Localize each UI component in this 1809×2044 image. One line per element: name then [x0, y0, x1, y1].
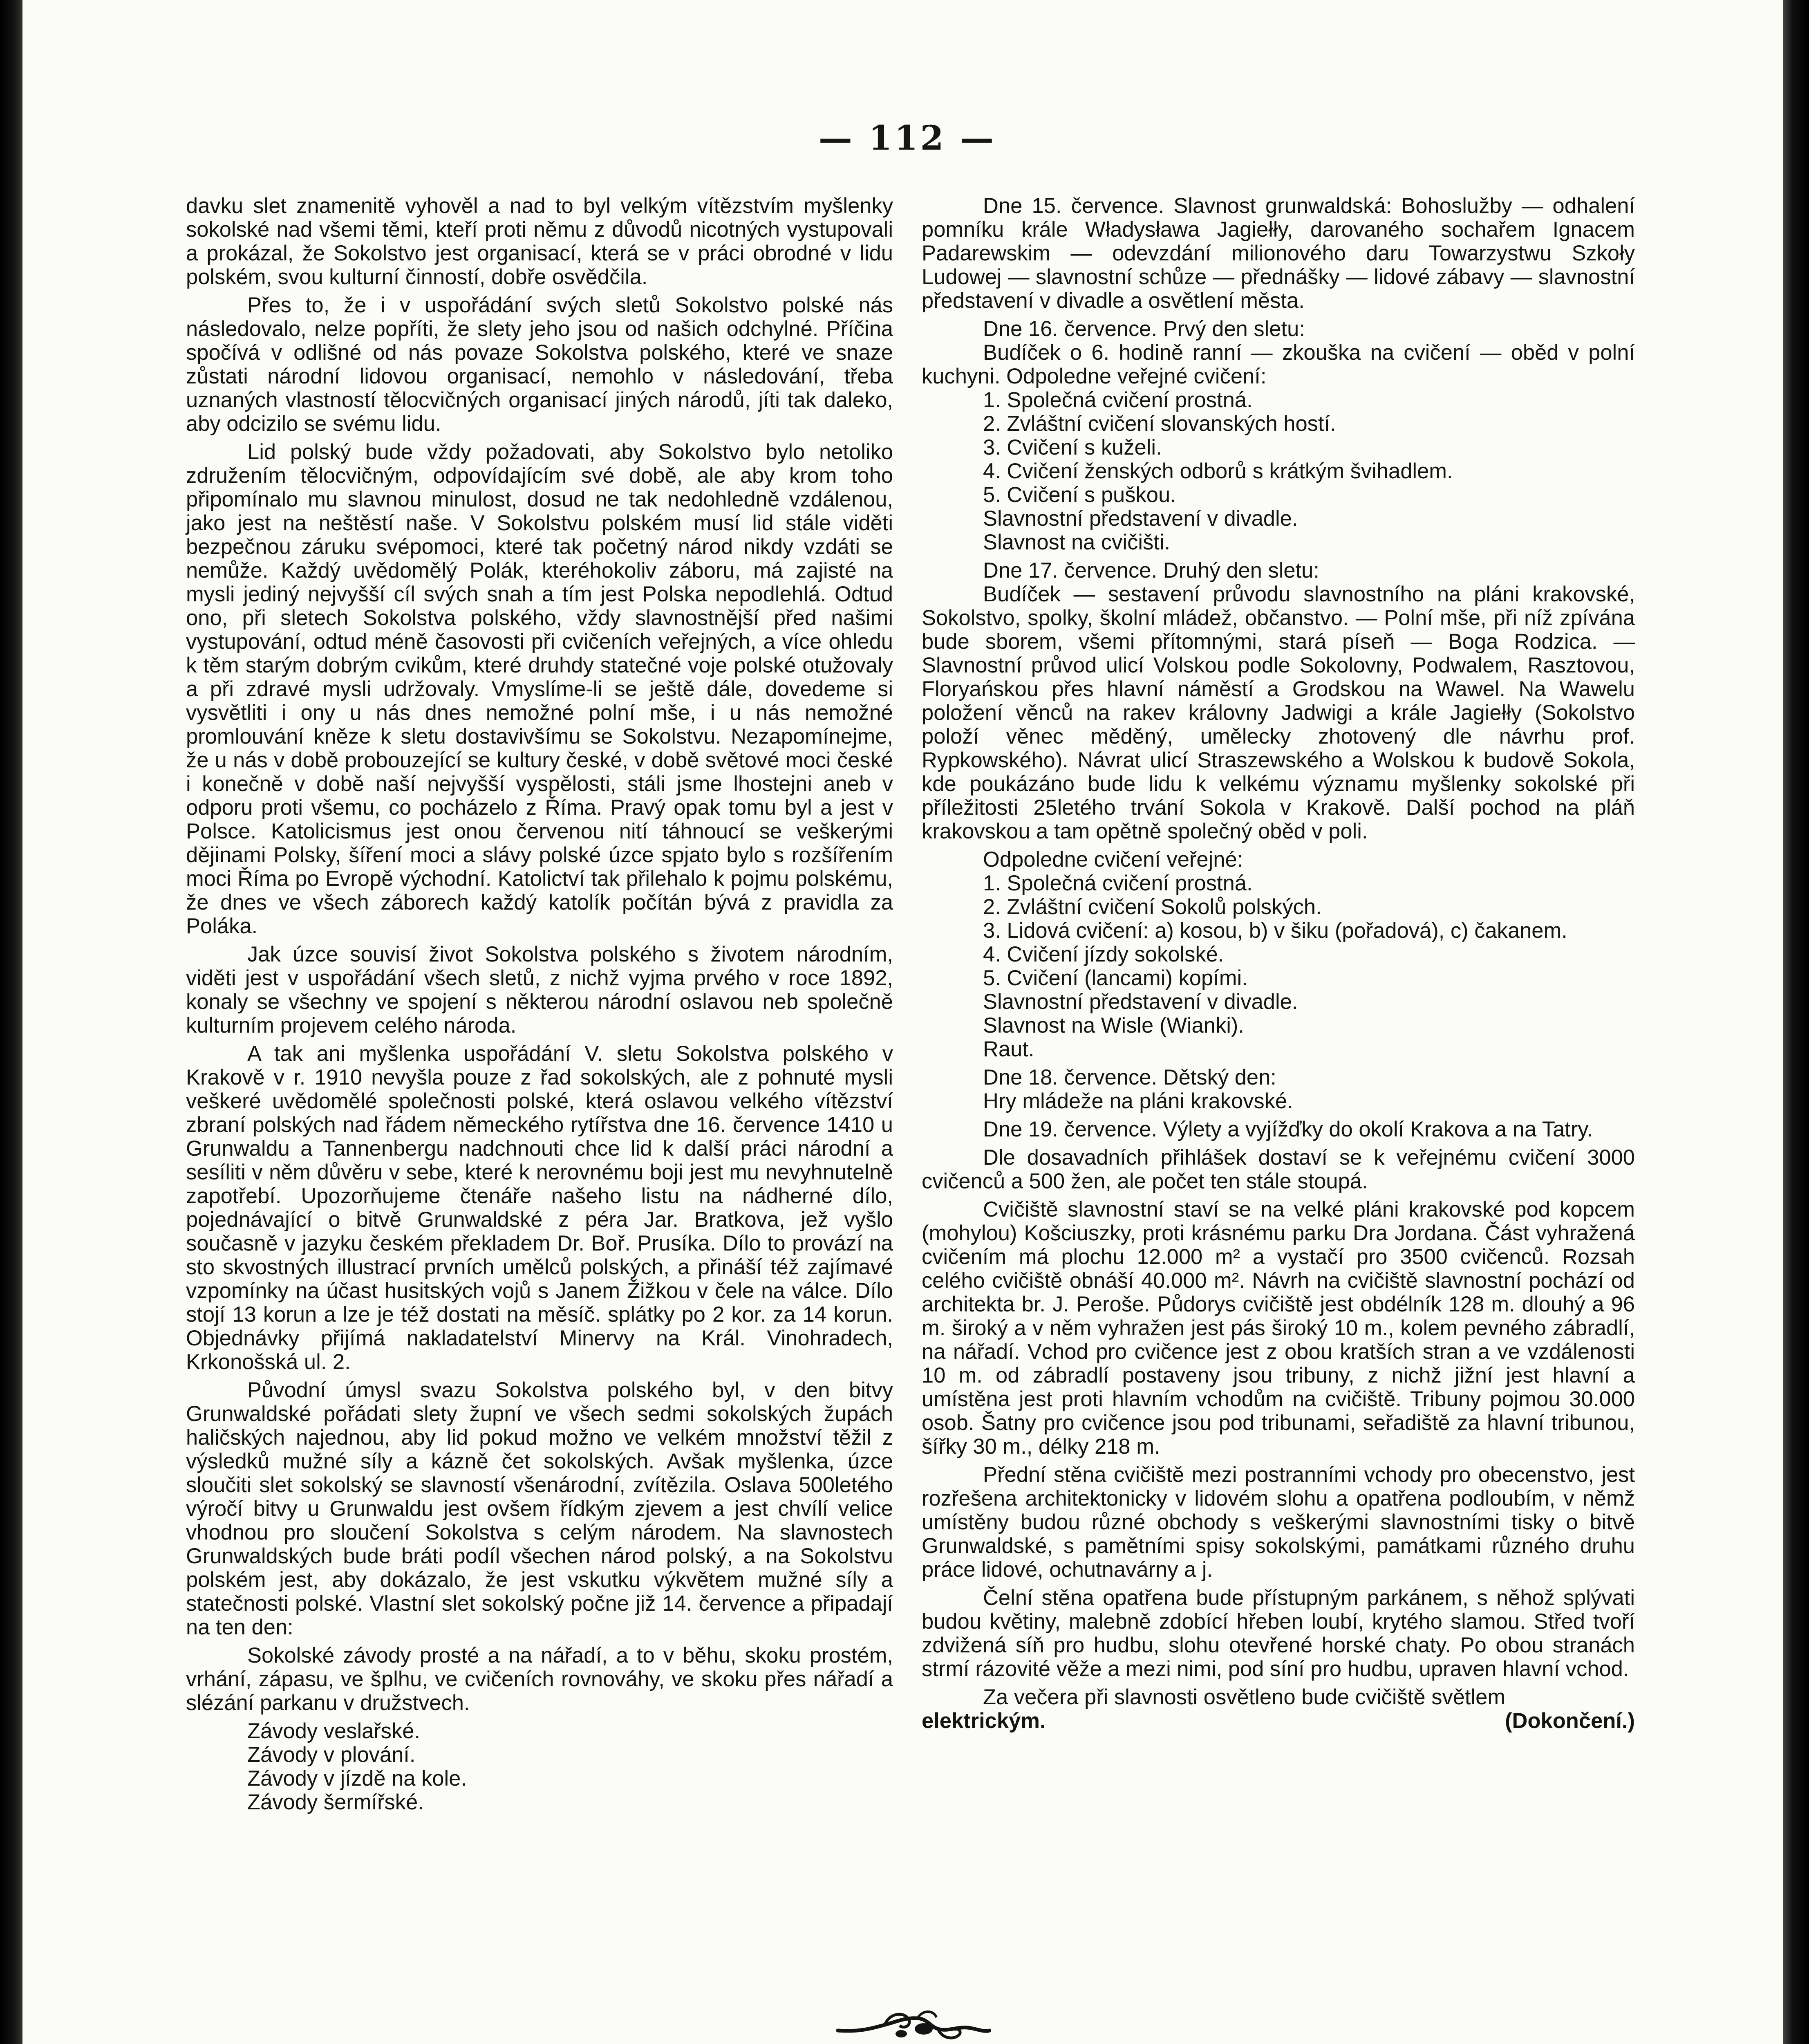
- list-item: Raut.: [983, 1037, 1034, 1061]
- program-list: [922, 872, 1635, 1061]
- scan-border-left: [0, 0, 22, 2044]
- list-item: 1. Společná cvičení prostná.: [983, 871, 1253, 895]
- paragraph: Dle dosavadních přihlášek dostaví se k veřejnému cvičení 3000 cvičenců a 500 žen, ale počet ten stále stoupá.: [922, 1145, 1635, 1193]
- day-heading: Dne 16. července. Prvý den sletu:: [983, 317, 1305, 341]
- list-item: Závody v plování.: [247, 1743, 416, 1767]
- signoff-line: [922, 1709, 1635, 1733]
- program-list: [922, 388, 1635, 554]
- list-item: 2. Zvláštní cvičení slovanských hostí.: [983, 412, 1336, 436]
- scan-border-right: [1783, 0, 1809, 2044]
- list-item: 4. Cvičení jízdy sokolské.: [983, 942, 1224, 966]
- list-item: Slavnost na cvičišti.: [983, 530, 1171, 554]
- list-item: Slavnostní představení v divadle.: [983, 990, 1298, 1014]
- list-item: Závody veslařské.: [247, 1719, 421, 1743]
- continued-note: (Dokončení.): [1505, 1709, 1635, 1733]
- closing-word: elektrickým.: [922, 1709, 1046, 1733]
- paragraph: Čelní stěna opatřena bude přístupným parkánem, s něhož splývati budou květiny, malebně zdobící hřeben loubí, krytého slamou. Střed tvoří zdvižená síň pro hudbu, slohu otevřené horské chaty. Po obou stranách strmí rázovité věže a mezi nimi, pod síní pro hudbu, upraven hlavní vchod.: [922, 1586, 1635, 1681]
- subheading: Odpoledne cvičení veřejné:: [983, 847, 1243, 872]
- paragraph: A tak ani myšlenka uspořádání V. sletu Sokolstva polského v Krakově v r. 1910 nevyšla pouze z řad sokolských, ale z pohnuté mysli veškeré uvědomělé společnosti polské, která oslavou velkého vítězství zbraní polských nad řádem německého rytířstva dne 16. července 1410 u Grunwaldu a Tannenbergu nadchnouti chce lid k další práci národní a sesíliti v něm důvěru v sebe, které k nerovnému boji jest mu nevyhnutelně zapotřebí. Upozorňujeme čtenáře našeho listu na nádherné dílo, pojednávající o bitvě Grunwaldské z péra Jar. Bratkova, jež vyšlo současně v jazyku českém překladem Dr. Boř. Prusíka. Dílo to provází na sto skvostných illustrací prvních umělců polských, a přináší též zajímavé vzpomínky na účast husitských vojů s Janem Žižkou v čele na válce. Dílo stojí 13 korun a lze je též dostati na měsíč. splátky po 2 kor. za 14 korun. Objednávky přijímá nakladatelství Minervy na Král. Vinohradech, Krkonošská ul. 2.: [186, 1042, 893, 1374]
- paragraph: davku slet znamenitě vyhověl a nad to byl velkým vítězstvím myšlenky sokolské nad všemi těmi, kteří proti němu z důvodů nicotných vystupovali a prokázal, že Sokolstvo jest organisací, která se v práci obrodné v lidu polském, svou kulturní činností, dobře osvědčila.: [186, 194, 893, 289]
- paragraph: Sokolské závody prosté a na nářadí, a to v běhu, skoku prostém, vrhání, zápasu, ve šplhu, ve cvičeních rovnováhy, ve skoku přes nářadí a slézání parkanu v družstvech.: [186, 1643, 893, 1715]
- races-list: [186, 1719, 893, 1814]
- paragraph: Budíček — sestavení průvodu slavnostního na pláni krakovské, Sokolstvo, spolky, školní mládež, občanstvo. — Polní mše, při níž zpívána bude sborem, všemi přítomnými, stará píseň — Boga Rodzica. — Slavnostní průvod ulicí Volskou podle Sokolovny, Podwalem, Rasztovou, Floryańskou přes hlavní náměstí a Grodskou na Wawel. Na Wawelu položení věnců na rakev královny Jadwigi a krále Jagiełły (Sokolstvo položí věnec měděný, umělecky zhotovený dle návrhu prof. Rypkowského). Návrat ulicí Straszewského a Wolskou k budově Sokola, kde poukázáno bude lidu k velkému významu myšlenky sokolské při příležitosti 25letého trvání Sokola v Krakově. Další pochod na pláň krakovskou a tam opětně společný oběd v poli.: [922, 582, 1635, 843]
- list-item: 5. Cvičení s puškou.: [983, 483, 1176, 507]
- paragraph: Jak úzce souvisí život Sokolstva polského s životem národním, viděti jest v uspořádání všech sletů, z nichž vyjma prvého v roce 1892, konaly se všechny ve spojení s některou národní oslavou neb společně kulturním projevem celého národa.: [186, 942, 893, 1038]
- list-item: 2. Zvláštní cvičení Sokolů polských.: [983, 895, 1322, 919]
- list-item: Slavnost na Wisle (Wianki).: [983, 1013, 1244, 1038]
- list-item: Slavnostní představení v divadle.: [983, 507, 1298, 531]
- paragraph: Dne 19. července. Výlety a vyjížďky do okolí Krakova a na Tatry.: [983, 1117, 1593, 1141]
- list-item: 5. Cvičení (lancami) kopími.: [983, 966, 1248, 990]
- paragraph: Přední stěna cvičiště mezi postranními vchody pro obecenstvo, jest rozřešena architektonicky v lidovém slohu a opatřena podloubím, v němž umístěny budou různé obchody s veškerými slavnostními tisky o bitvě Grunwaldské, s pamětními spisy sokolskými, památkami různého druhu práce lidové, ochutnavárny a j.: [922, 1463, 1635, 1582]
- flourish-ornament-icon: [836, 2005, 991, 2044]
- list-item: 3. Cvičení s kuželi.: [983, 435, 1162, 459]
- paragraph: Hry mládeže na pláni krakovské.: [983, 1089, 1293, 1113]
- list-item: Závody v jízdě na kole.: [247, 1766, 467, 1791]
- day-heading: Dne 17. července. Druhý den sletu:: [983, 558, 1319, 583]
- left-column: [186, 194, 893, 1819]
- paragraph: Budíček o 6. hodině ranní — zkouška na cvičení — oběd v polní kuchyni. Odpoledne veřejné cvičení:: [922, 341, 1635, 388]
- paragraph: Původní úmysl svazu Sokolstva polského byl, v den bitvy Grunwaldské pořádati slety župní ve všech sedmi sokolských župách haličských najednou, aby lid pokud možno ve velkém množství těžil z výsledků mužné síly a kázně čet sokolských. Avšak myšlenka, úzce sloučiti slet sokolský se slavností všenárodní, zvítězila. Oslava 500letého výročí bitvy u Grunwaldu jest ovšem řídkým zjevem a jest chvílí velice vhodnou pro sloučení Sokolstva s celým národem. Na slavnostech Grunwaldských bude bráti podíl všechen národ polský, a na Sokolstvu polském jest, aby dokázalo, že jest vskutku výkvětem mužné síly a statečnosti polské. Vlastní slet sokolský počne již 14. července a připadají na ten den:: [186, 1378, 893, 1639]
- paragraph: Lid polský bude vždy požadovati, aby Sokolstvo bylo netoliko združením tělocvičným, odpovídajícím své době, ale aby krom toho připomínalo mu slavnou minulost, dosud ne tak nedohledně vzdálenou, jako jest na neštěstí naše. V Sokolstvu polském musí lid stále viděti bezpečnou záruku svépomoci, které tak početný národ nikdy vzdáti se nemůže. Každý uvědomělý Polák, kteréhokoliv záboru, má zajisté na mysli jediný nejvyšší cíl svých snah a tím jest Polska nepodlehlá. Odtud ono, při sletech Sokolstva polského, vždy slavnostnější před našimi vystupování, odtud méně časovosti při cvičeních veřejných, a více ohledu k těm starým dobrým cvikům, které druhdy statečné voje polské otužovaly a při zdravé mysli udržovaly. Vmyslíme-li se ještě dále, dovedeme si vysvětliti i ony u nás dnes nemožné polní mše, i u nás nemožné promlouvání kněze k sletu dostavivšímu se Sokolstvu. Nezapomínejme, že u nás v době probouzející se kultury české, v době světové moci české i konečně v době naší nejvyšší vyspělosti, stáli jsme lhostejni aneb v odporu proti všemu, co pocházelo z Říma. Pravý opak tomu byl a jest v Polsce. Katolicismus jest onou červenou nití táhnoucí se veškerými dějinami Polsky, šíření moci a slávy polské úzce spjato bylo s rozšířením moci Říma po Evropě východní. Katolictví tak přilehalo k pojmu polskému, že dnes ve všech záborech každý katolík počítán bývá z pravidla za Poláka.: [186, 440, 893, 938]
- list-item: 4. Cvičení ženských odborů s krátkým švihadlem.: [983, 459, 1453, 483]
- list-item: 3. Lidová cvičení: a) kosou, b) v šiku (pořadová), c) čakanem.: [983, 919, 1567, 943]
- paragraph: Za večera při slavnosti osvětleno bude cvičiště světlem: [983, 1685, 1506, 1709]
- right-column: [922, 194, 1635, 1733]
- page-number: — 112 —: [818, 119, 996, 158]
- list-item: Závody šermířské.: [247, 1790, 424, 1814]
- list-item: 1. Společná cvičení prostná.: [983, 388, 1253, 412]
- paragraph: Dne 15. července. Slavnost grunwaldská: Bohoslužby — odhalení pomníku krále Władysława Jagiełły, darovaného sochařem Ignacem Padarewskim — odevzdání milionového daru Towarzystwu Szkoły Ludowej — slavnostní schůze — přednášky — lidové zábavy — slavnostní představení v divadle a osvětlení města.: [922, 194, 1635, 313]
- paragraph: Přes to, že i v uspořádání svých sletů Sokolstvo polské nás následovalo, nelze popříti, že slety jeho jsou od našich odchylné. Příčina spočívá v odlišné od nás povaze Sokolstva polského, které ve snaze zůstati národní lidovou organisací, nemohlo v následování, třeba uznaných vlastností tělocvičných organisací jiných národů, jíti tak daleko, aby odcizilo se svému lidu.: [186, 293, 893, 436]
- paragraph: Cvičiště slavnostní staví se na velké pláni krakovské pod kopcem (mohylou) Košciuszky, proti krásnému parku Dra Jordana. Část vyhražená cvičením má plochu 12.000 m² a vystačí pro 3500 cvičenců. Rozsah celého cvičiště obnáší 40.000 m². Návrh na cvičiště slavnostní pochází od architekta br. J. Peroše. Půdorys cvičiště jest obdélník 128 m. dlouhý a 96 m. široký a v něm vyhražen jest pás široký 10 m., kolem pevného zábradlí, na nářadí. Vchod pro cvičence jest z obou kratších stran a ve vzdálenosti 10 m. od zábradlí postaveny jsou tribuny, z nichž jižní jest hlavní a umístěna jest proti hlavním vchodům na cvičiště. Tribuny pojmou 30.000 osob. Šatny pro cvičence jsou pod tribunami, seřadiště za hlavní tribunou, šířky 30 m., délky 218 m.: [922, 1197, 1635, 1459]
- day-heading: Dne 18. července. Dětský den:: [983, 1065, 1276, 1089]
